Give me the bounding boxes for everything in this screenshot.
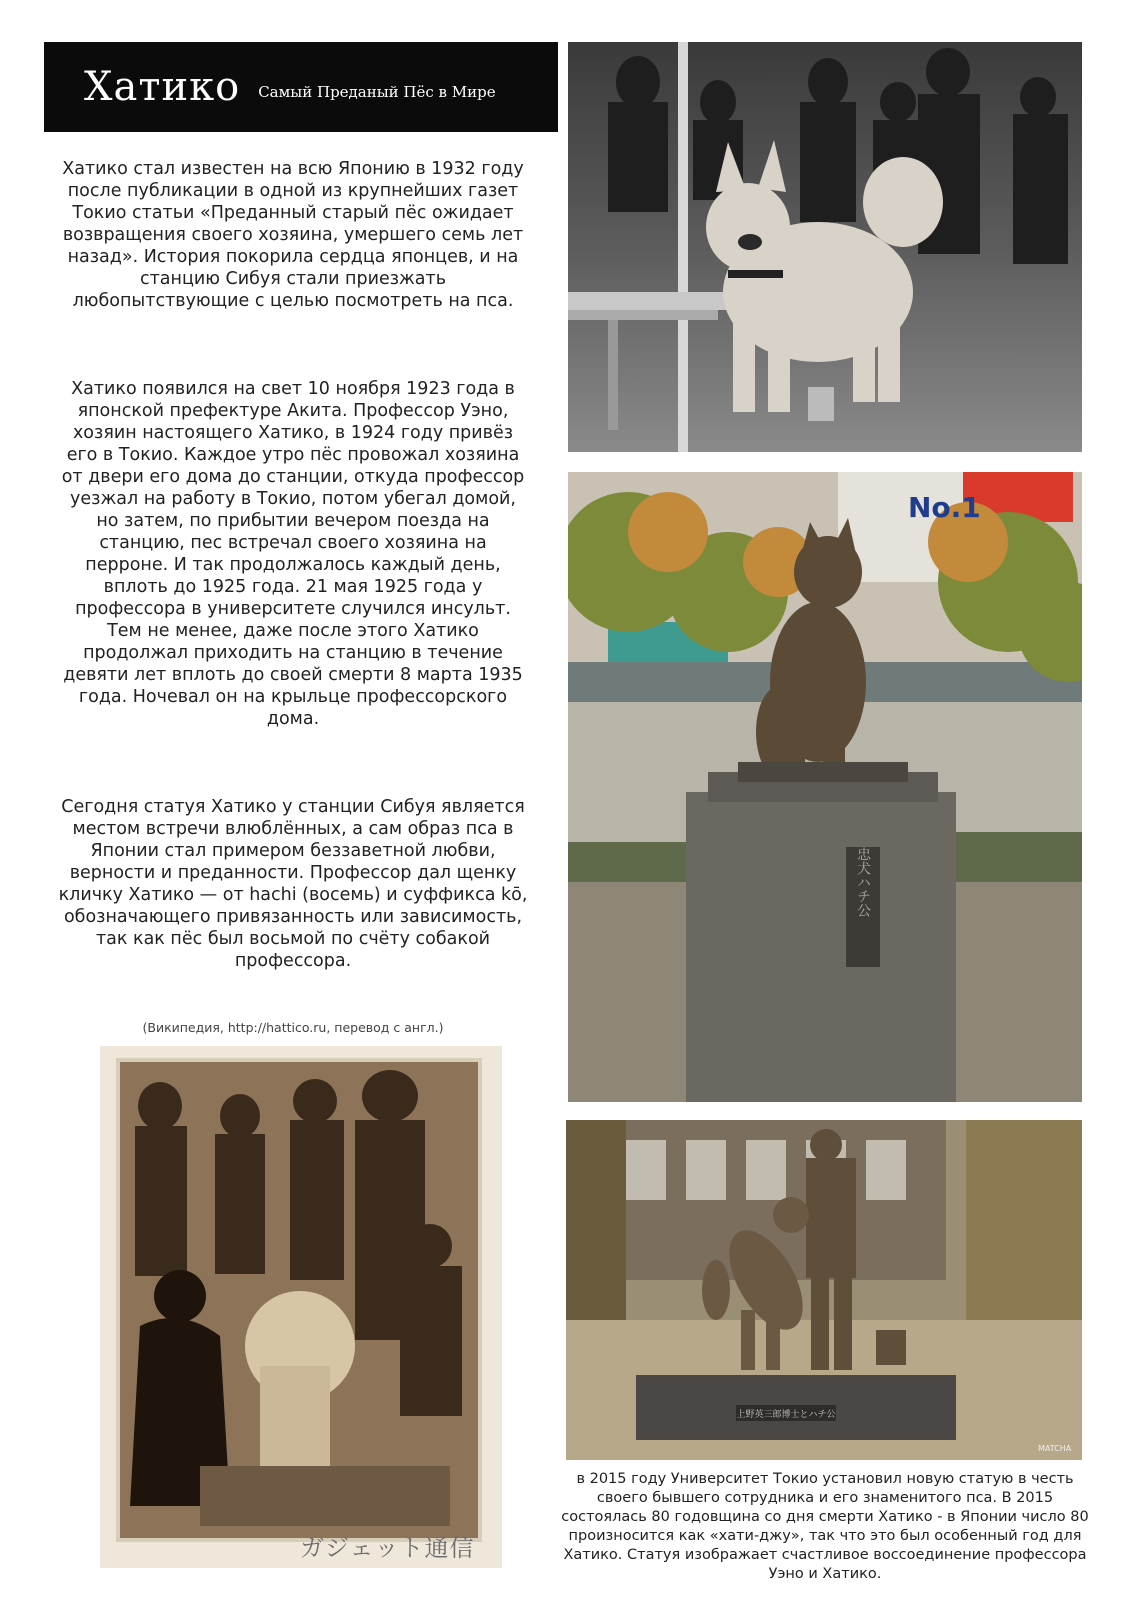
sign-text: No.1 bbox=[908, 491, 981, 524]
page-title: Хатико bbox=[84, 64, 241, 110]
statue-plaque: 上野英三郎博士とハチ公 bbox=[736, 1410, 836, 1420]
page-header bbox=[44, 42, 558, 132]
hachiko-station-photo bbox=[568, 42, 1082, 452]
paragraph-intro: Хатико стал известен на всю Японию в 1932 году после публикации в одной из крупнейших газет Токио статьи «Преданный старый пёс ожидает возвращения своего хозяина, умершего семь лет назад». История покорила сердца японцев, и на станцию Сибуя стали приезжать любопытствующие с целью посмотреть на пса. bbox=[62, 159, 524, 311]
paragraph-history: Хатико появился на свет 10 ноября 1923 года в японской префектуре Акита. Профессор Уэно, хозяин настоящего Хатико, в 1924 году привёз его в Токио. Каждое утро пёс провожал хозяина от двери его дома до станции, откуда профессор уезжал на работу в Токио, потом убегал домой, но затем, по прибытии вечером поезда на станцию, пес встречал своего хозяина на перроне. И так продолжалось каждый день, вплоть до 1925 года. 21 мая 1925 года у профессора в университете случился инсульт. Тем не менее, даже после этого Хатико продолжал приходить на станцию в течение девяти лет вплоть до своей смерти 8 марта 1935 года. Ночевал он на крыльце профессорского дома. bbox=[61, 379, 525, 729]
tokyo-university-statue-photo bbox=[566, 1120, 1082, 1460]
page-subtitle: Самый Преданый Пёс в Мире bbox=[258, 83, 496, 101]
old-photo-stamp: ガジェット通信 bbox=[300, 1534, 475, 1562]
watermark-badge: MATCHA bbox=[1038, 1444, 1072, 1453]
vintage-group-photo bbox=[100, 1046, 502, 1568]
photo-caption: в 2015 году Университет Токио установил новую статую в честь своего бывшего сотрудника и его знаменитого пса. В 2015 состоялась 80 годовщина со дня смерти Хатико - в Японии число 80 произносится как «хати-джу», так что это был особенный год для Хатико. Статуя изображает счастливое воссоединение профессора Уэно и Хатико. bbox=[561, 1471, 1089, 1582]
source-note: (Википедия, http://hattico.ru, перевод с англ.) bbox=[142, 1020, 444, 1035]
shibuya-statue-photo bbox=[568, 472, 1082, 1102]
statue-kanji: 忠犬ハチ公 bbox=[855, 847, 871, 917]
paragraph-today: Сегодня статуя Хатико у станции Сибуя является местом встречи влюблённых, а сам образ пса в Японии стал примером беззаветной любви, верности и преданности. Профессор дал щенку кличку Хатико — от hachi (восемь) и суффикса kō, обозначающего привязанность или зависимость, так как пёс был восьмой по счёту собакой профессора. bbox=[58, 797, 528, 971]
